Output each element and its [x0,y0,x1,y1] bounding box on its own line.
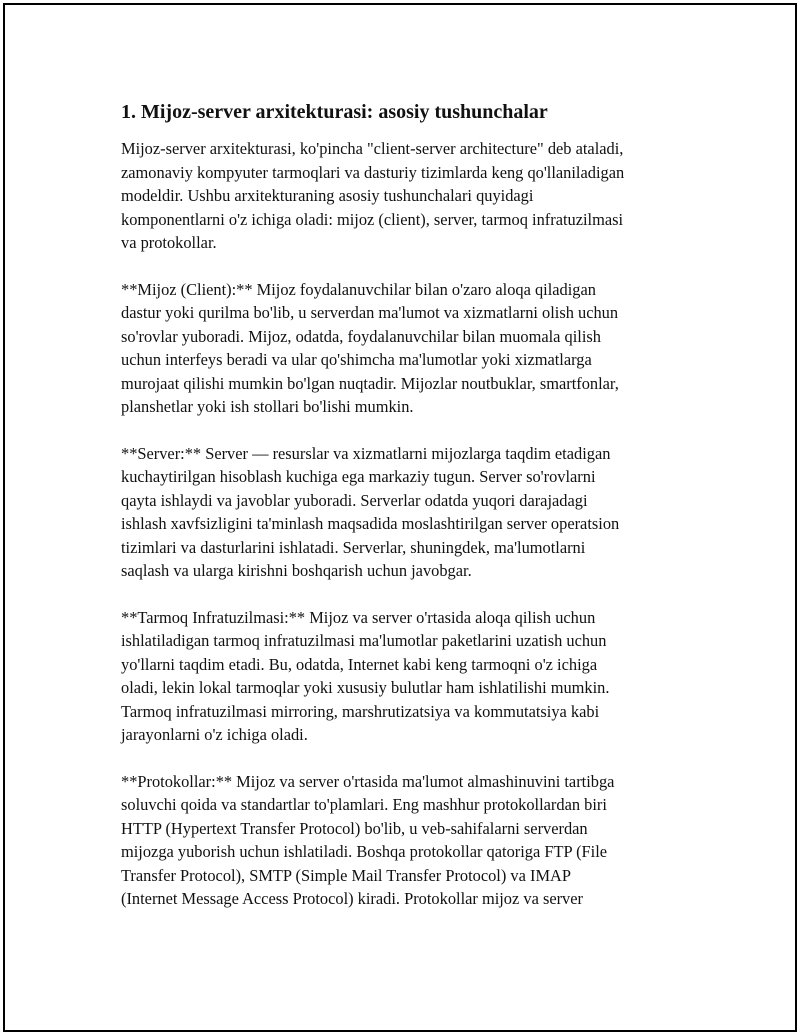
document-body [121,99,701,934]
text-line: **Tarmoq Infratuzilmasi:** Mijoz va server o'rtasida aloqa qilish uchun [121,607,596,627]
document-page [3,3,797,1032]
text-line: **Protokollar:** Mijoz va server o'rtasida ma'lumot almashinuvini tartibga [121,771,615,791]
text-line: soluvchi qoida va standartlar to'plamlari. Eng mashhur protokollardan biri [121,795,607,814]
paragraph-network [121,606,701,747]
text-line: qayta ishlaydi va javoblar yuboradi. Serverlar odatda yuqori darajadagi [121,490,588,510]
paragraph-intro [121,137,701,255]
text-line: (Internet Message Access Protocol) kiradi. Protokollar mijoz va server [121,889,583,908]
text-line: oladi, lekin lokal tarmoqlar yoki xususiy bulutlar ham ishlatilishi mumkin. [121,678,610,697]
paragraph-protocols [121,770,701,911]
text-line: ishlash xavfsizligini ta'minlash maqsadida moslashtirilgan server operatsion [121,514,620,533]
text-line: Transfer Protocol), SMTP (Simple Mail Transfer Protocol) va IMAP [121,865,571,885]
text-line: uchun interfeys beradi va ular qo'shimcha ma'lumotlar yoki xizmatlarga [121,350,592,369]
text-line: yo'llarni taqdim etadi. Bu, odatda, Internet kabi keng tarmoqni o'z ichiga [121,654,598,674]
text-line: so'rovlar yuboradi. Mijoz, odatda, foydalanuvchilar bilan muomala qilish [121,326,601,346]
paragraph-client [121,278,701,419]
text-line: mijozga yuborish uchun ishlatiladi. Boshqa protokollar qatoriga FTP (File [121,842,608,861]
text-line: modeldir. Ushbu arxitekturaning asosiy tushunchalari quyidagi [121,186,534,205]
text-line: HTTP (Hypertext Transfer Protocol) bo'lib, u veb-sahifalarni serverdan [121,818,588,838]
text-line: jarayonlarni o'z ichiga oladi. [121,725,308,744]
text-line: **Mijoz (Client):** Mijoz foydalanuvchilar bilan o'zaro aloqa qiladigan [121,279,596,299]
text-line: va protokollar. [121,233,217,252]
text-line: kuchaytirilgan hisoblash kuchiga ega markaziy tugun. Server so'rovlarni [121,467,596,486]
text-line: ishlatiladigan tarmoq infratuzilmasi ma'lumotlar paketlarini uzatish uchun [121,631,607,650]
text-line: planshetlar yoki ish stollari bo'lishi mumkin. [121,397,414,416]
text-line: Mijoz-server arxitekturasi, ko'pincha "client-server architecture" deb ataladi, [121,139,624,158]
text-line: komponentlarni o'z ichiga oladi: mijoz (client), server, tarmoq infratuzilmasi [121,209,624,229]
text-line: dastur yoki qurilma bo'lib, u serverdan ma'lumot va xizmatlarni olish uchun [121,303,619,322]
section-heading: 1. Mijoz-server arxitekturasi: asosiy tushunchalar [121,101,548,123]
text-line: zamonaviy kompyuter tarmoqlari va dasturiy tizimlarda keng qo'llaniladigan [121,162,625,182]
text-line: **Server:** Server — resurslar va xizmatlarni mijozlarga taqdim etadigan [121,443,611,463]
text-line: tizimlari va dasturlarini ishlatadi. Serverlar, shuningdek, ma'lumotlarni [121,537,586,557]
paragraph-server [121,442,701,583]
text-line: Tarmoq infratuzilmasi mirroring, marshrutizatsiya va kommutatsiya kabi [121,701,600,721]
text-line: saqlash va ularga kirishni boshqarish uchun javobgar. [121,561,472,580]
text-line: murojaat qilishi mumkin bo'lgan nuqtadir. Mijozlar noutbuklar, smartfonlar, [121,373,619,393]
